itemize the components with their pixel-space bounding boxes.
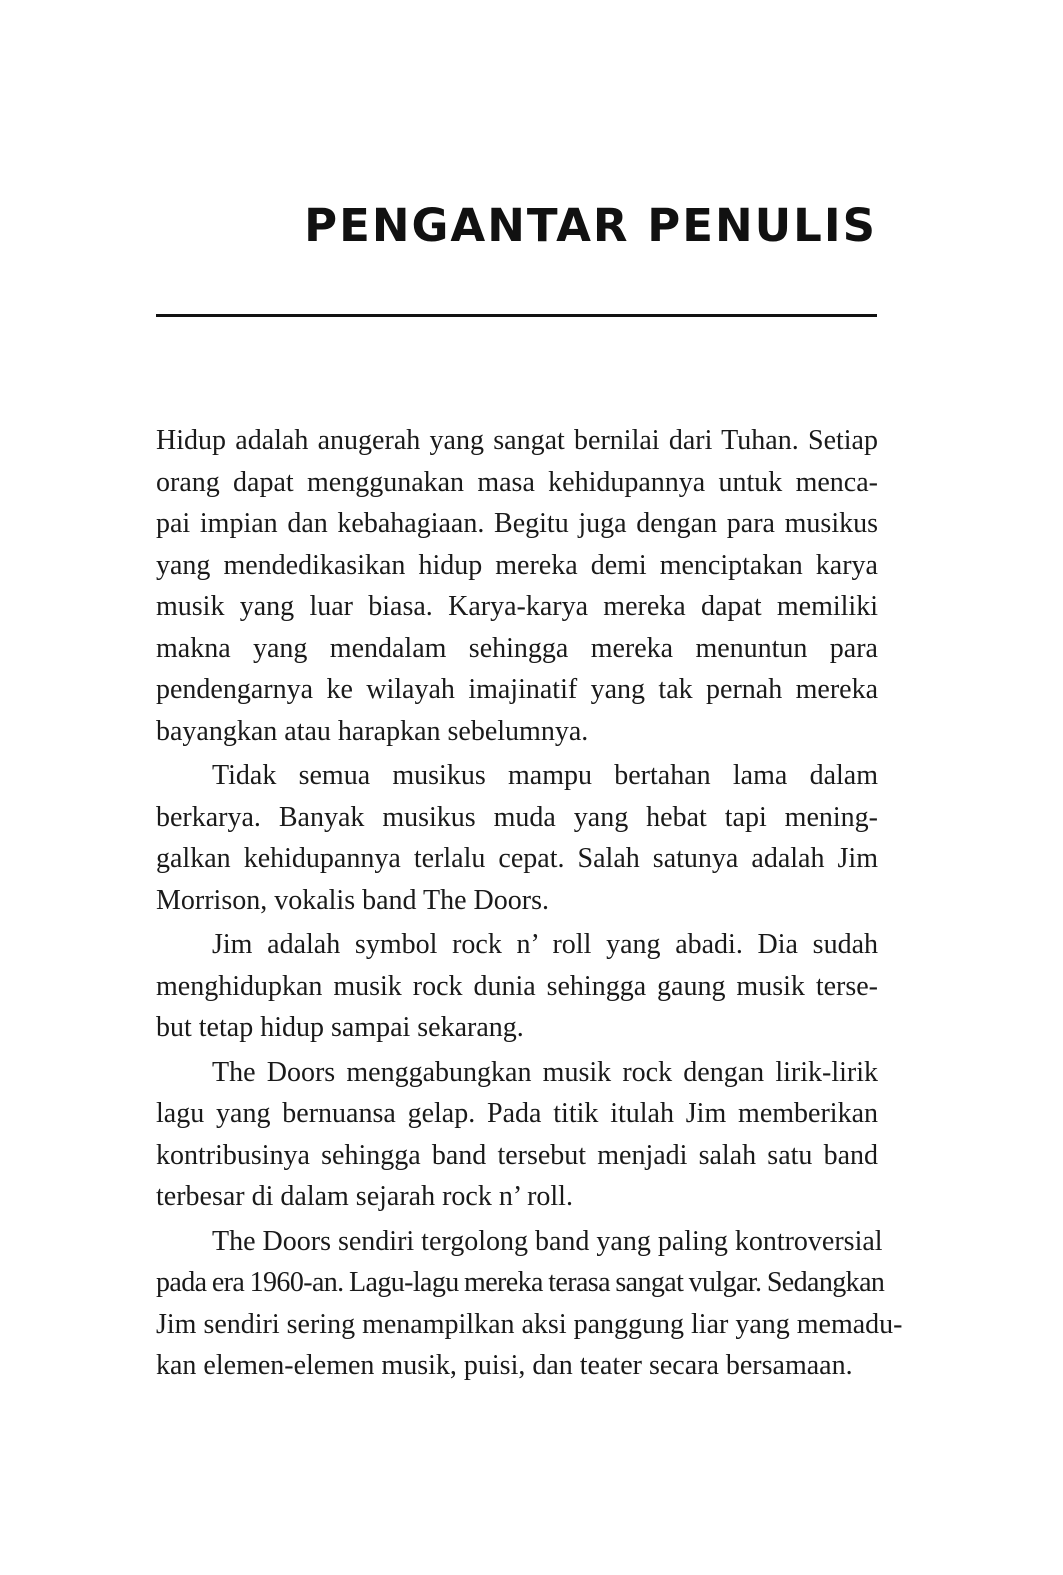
text-line: Morrison, vokalis band The Doors.: [156, 884, 549, 916]
paragraph: [156, 924, 878, 1049]
body-text: [156, 420, 903, 1387]
text-line: orang dapat menggunakan masa kehidupannya untuk menca-: [156, 466, 878, 498]
text-line: lagu yang bernuansa gelap. Pada titik itulah Jim memberikan: [156, 1098, 878, 1129]
text-line: bayangkan atau harapkan sebelumnya.: [156, 715, 589, 747]
text-line: kan elemen-elemen musik, puisi, dan teater secara bersamaan.: [156, 1350, 853, 1381]
text-line: Jim sendiri sering menampilkan aksi panggung liar yang memadu-: [156, 1308, 903, 1340]
paragraph: [156, 755, 878, 921]
text-line: makna yang mendalam sehingga mereka menuntun para: [156, 632, 878, 664]
text-line: but tetap hidup sampai sekarang.: [156, 1012, 524, 1043]
text-line: menghidupkan musik rock dunia sehingga gaung musik terse-: [156, 970, 878, 1002]
text-line: galkan kehidupannya terlalu cepat. Salah satunya adalah Jim: [156, 843, 878, 874]
text-line: pada era 1960-an. Lagu-lagu mereka terasa sangat vulgar. Sedangkan: [156, 1267, 885, 1298]
text-line: kontribusinya sehingga band tersebut menjadi salah satu band: [156, 1139, 878, 1171]
text-line: Jim adalah symbol rock n’ roll yang abadi. Dia sudah: [212, 929, 878, 960]
text-line: Tidak semua musikus mampu bertahan lama dalam: [212, 760, 878, 791]
text-line: The Doors sendiri tergolong band yang paling kontroversial: [212, 1225, 883, 1257]
title-divider: [156, 314, 877, 317]
paragraph: [156, 420, 878, 752]
text-line: yang mendedikasikan hidup mereka demi menciptakan karya: [156, 549, 878, 581]
text-line: The Doors menggabungkan musik rock dengan lirik-lirik: [212, 1056, 878, 1088]
text-line: musik yang luar biasa. Karya-karya mereka dapat memiliki: [156, 591, 878, 622]
text-line: terbesar di dalam sejarah rock n’ roll.: [156, 1181, 573, 1212]
text-line: pendengarnya ke wilayah imajinatif yang tak pernah mereka: [156, 674, 878, 705]
paragraph: [156, 1221, 903, 1387]
text-line: berkarya. Banyak musikus muda yang hebat tapi mening-: [156, 801, 878, 833]
paragraph: [156, 1052, 878, 1218]
chapter-title: PENGANTAR PENULIS: [304, 199, 877, 252]
text-line: Hidup adalah anugerah yang sangat bernilai dari Tuhan. Setiap: [156, 425, 878, 456]
text-line: pai impian dan kebahagiaan. Begitu juga dengan para musikus: [156, 508, 878, 539]
